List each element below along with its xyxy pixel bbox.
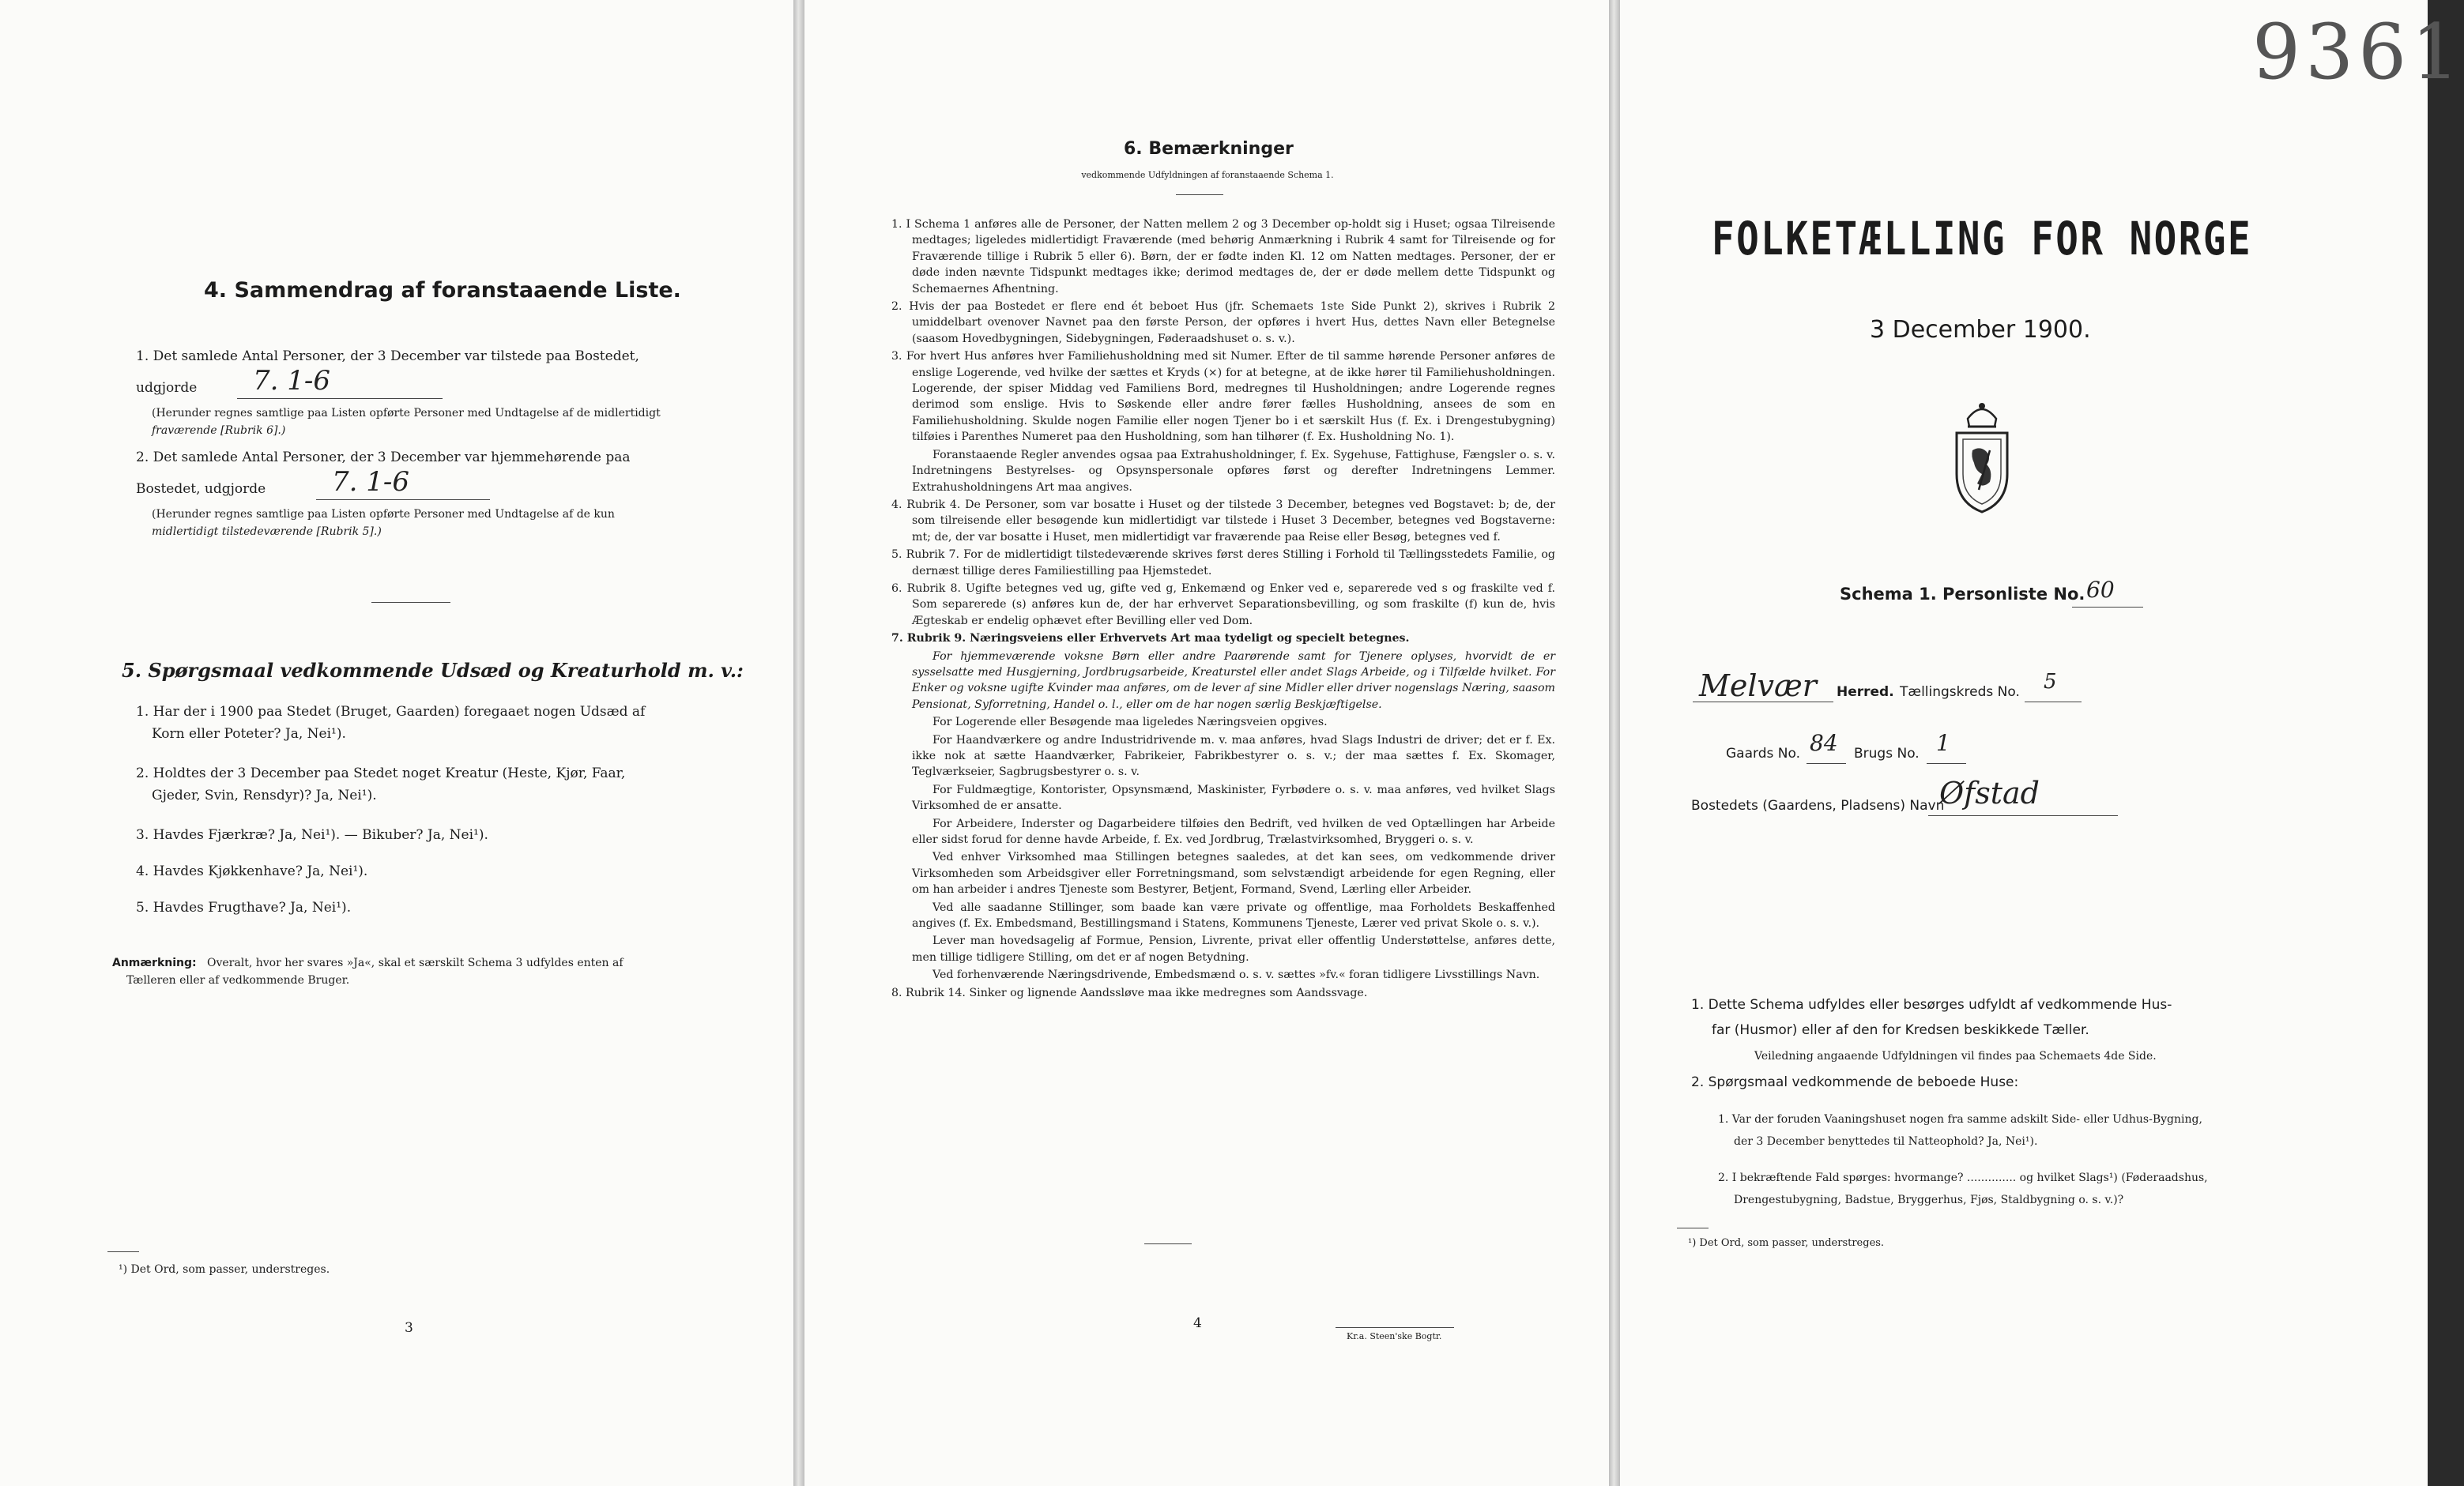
remark-1: 1. I Schema 1 anføres alle de Personer, der Natten mellem 2 og 3 December op-holdt sig i Huset; ogsaa Tilreisende medtages; ligeledes midlertidigt Fraværende (med behørig Anmærkning i Rubrik 4 samt for Tilreisende og for Fraværende tillige i Rubrik 5 eller 6). Børn, der er fødte inden Kl. 12 om Natten medtages. Personer, der er døde inden nævnte Tidspunkt medtages ikke; derimod medtages de, der er døde mellem dette Tidspunkt og Schemaernes Afhentning. [891, 218, 1555, 295]
remark-7e: For Arbeidere, Inderster og Dagarbeidere tilføies den Bedrift, ved hvilken de ved Optællingen har Arbeide eller sidst forud for denne havde Arbeide, f. Ex. ved Jordbrug, Trælastvirksomhed, Bryggeri o. s. v. [912, 817, 1555, 847]
question-5: 5. Havdes Frugthave? Ja, Nei¹). [136, 900, 352, 916]
footnote: ¹) Det Ord, som passer, understreges. [119, 1263, 330, 1276]
brugs-label: Brugs No. [1854, 746, 1920, 762]
page-3 [0, 0, 793, 1486]
remark-8: 8. Rubrik 14. Sinker og lignende Aandssløve maa ikke medregnes som Aandssvage. [891, 986, 1368, 999]
herred-label: Herred. [1837, 684, 1894, 700]
house-question-1-line-2: der 3 December benyttedes til Natteophold? Ja, Nei¹). [1734, 1135, 2038, 1148]
question-2-line-2: Gjeder, Svin, Rensdyr)? Ja, Nei¹). [152, 788, 377, 803]
summary-item-2-note: (Herunder regnes samtlige paa Listen opførte Personer med Undtagelse af de kun [152, 508, 615, 521]
remark-3-extra: Foranstaaende Regler anvendes ogsaa paa Extrahusholdninger, f. Ex. Sygehuse, Fattighuse, Fængsler o. s. v. Indretningens Bestyrelses- og Opsynspersonale opføres først og derefter Indretningens Lemmer. Extrahusholdningens Art maa angives. [912, 448, 1555, 494]
summary-item-1-note: (Herunder regnes samtlige paa Listen opførte Personer med Undtagelse af de midlertidigt [152, 407, 661, 419]
summary-item-2-handwritten: 7. 1-6 [332, 466, 409, 498]
note-text-2: Tælleren eller af vedkommende Bruger. [126, 974, 350, 987]
form-title: FOLKETÆLLING FOR NORGE [1712, 212, 2253, 265]
remark-7: 7. Rubrik 9. Næringsveiens eller Erhvervets Art maa tydeligt og specielt betegnes. [891, 632, 1410, 645]
note-label: Anmærkning: [112, 957, 197, 969]
instruction-1-line-2: far (Husmor) eller af den for Kredsen beskikkede Tæller. [1712, 1022, 2089, 1038]
section-5-title: 5. Spørgsmaal vedkommende Udsæd og Kreaturhold m. v.: [122, 659, 744, 682]
bosted-value: Øfstad [1939, 776, 2040, 811]
note-text: Overalt, hvor her svares »Ja«, skal et særskilt Schema 3 udfyldes enten af [207, 957, 624, 969]
schema-number: 60 [2086, 577, 2115, 603]
summary-item-2-note-2: midlertidigt tilstedeværende [Rubrik 5].) [152, 525, 382, 538]
remark-3: 3. For hvert Hus anføres hver Familiehusholdning med sit Numer. Efter de til samme hørende Personer anføres de enslige Logerende, ved hvilke der sættes et Kryds (×) for at betegne, at de ikke hører til Familiehusholdningen. Logerende, der spiser Middag ved Familiens Bord, medregnes til Husholdningen; andre Logerende regnes derimod som enslige. Hvis to Søskende eller andre fører fælles Husholdning, ansees de som en Familiehusholdning. Skulde nogen Familie eller nogen Tjener bo i et særskilt Hus (f. Ex. i Drengestubygning) tilføies i Parenthes Numeret paa den Husholdning, som han tilhører (f. Ex. Husholdning No. 1). [891, 350, 1555, 444]
remark-7b: For Logerende eller Besøgende maa ligeledes Næringsveien opgives. [932, 716, 1328, 729]
remark-2: 2. Hvis der paa Bostedet er flere end ét beboet Hus (jfr. Schemaets 1ste Side Punkt 2), skrives i Rubrik 2 umiddelbart ovenover Navnet paa den første Person, der opføres i hvert Hus, dettes Navn eller Betegnelse (saasom Hovedbygningen, Sidebygningen, Føderaadshuset o. s. v.). [891, 300, 1555, 345]
summary-item-1-note-2: fraværende [Rubrik 6].) [152, 424, 286, 437]
remark-5: 5. Rubrik 7. For de midlertidigt tilstedeværende skrives først deres Stilling i Forhold til Tællingsstedets Familie, og dernæst tillige deres Familiestilling paa Hjemstedet. [891, 548, 1555, 577]
question-1-line-2: Korn eller Poteter? Ja, Nei¹). [152, 726, 346, 742]
page-number: 3 [405, 1320, 413, 1336]
remark-7a: For hjemmeværende voksne Børn eller andre Paarørende samt for Tjenere oplyses, hvorvidt de er sysselsatte med Husgjerning, Jordbrugsarbeide, Kreaturstel eller andet Slags Arbeide, og i Tilfælde hvilket. For Enker og voksne ugifte Kvinder maa anføres, om de lever af sine Midler eller driver nogenslags Næring, saasom Pensionat, Syforretning, Handel o. l., eller om de har nogen særlig Beskjæftigelse. [912, 649, 1555, 711]
remark-7d: For Fuldmægtige, Kontorister, Opsynsmænd, Maskinister, Fyrbødere o. s. v. maa anføres, ved hvilket Slags Virksomhed de er ansatte. [912, 783, 1555, 813]
page-4 [804, 0, 1609, 1486]
kreds-number: 5 [2044, 670, 2057, 694]
instruction-2: 2. Spørgsmaal vedkommende de beboede Huse: [1691, 1074, 2019, 1090]
printer-imprint: Kr.a. Steen'ske Bogtr. [1347, 1331, 1442, 1341]
remark-7f: Ved enhver Virksomhed maa Stillingen betegnes saaledes, at det kan sees, om vedkommende driver Virksomheden som Arbeidsgiver eller Forretningsmand, som selvstændigt arbeidende for egen Regning, eller om han arbeider i andres Tjeneste som Bestyrer, Betjent, Formand, Svend, Lærling eller Arbeider. [912, 851, 1555, 897]
coat-of-arms-icon [1950, 395, 2014, 514]
remarks-title: 6. Bemærkninger [1124, 139, 1294, 159]
instruction-1: 1. Dette Schema udfyldes eller besørges udfyldt af vedkommende Hus- [1691, 997, 2172, 1013]
remarks-list [891, 216, 1555, 1003]
remark-6: 6. Rubrik 8. Ugifte betegnes ved ug, gifte ved g, Enkemænd og Enker ved e, separerede ved s og fraskilte ved f. Som separerede (s) anføres kun de, der har erhvervet Separationsbevilling, og som fraskilte (f) kun de, hvis Ægteskab er endelig ophævet efter Bevilling eller ved Dom. [891, 581, 1555, 627]
remarks-subtitle: vedkommende Udfyldningen af foranstaaende Schema 1. [1081, 170, 1334, 180]
remark-7h: Lever man hovedsagelig af Formue, Pension, Livrente, privat eller offentlig Understøttelse, anføres dette, men tillige tidligere Stilling, om det er af nogen Betydning. [912, 935, 1555, 964]
summary-item-2: 2. Det samlede Antal Personer, der 3 December var hjemmehørende paa [136, 450, 631, 465]
page-1 [1620, 0, 2464, 1486]
archive-number: 9361 [2252, 8, 2464, 96]
footnote: ¹) Det Ord, som passer, understreges. [1688, 1237, 1885, 1249]
bosted-label: Bostedets (Gaardens, Pladsens) Navn [1691, 798, 1945, 814]
remark-4: 4. Rubrik 4. De Personer, som var bosatte i Huset og der tilstede 3 December, betegnes ved Bogstavet: b; de, der som tilreisende eller besøgende kun midlertidigt var tilstede i Huset 3 December, betegnes ved Bogstaverne: mt; de, der var bosatte i Huset, men midlertidigt var fraværende paa Reise eller Besøg, betegnes ved f. [891, 498, 1555, 544]
section-4-title: 4. Sammendrag af foranstaaende Liste. [204, 278, 681, 303]
summary-item-1: 1. Det samlede Antal Personer, der 3 December var tilstede paa Bostedet, [136, 348, 639, 364]
house-question-2: 2. I bekræftende Fald spørges: hvormange? .............. og hvilket Slags¹) (Føderaadshus, [1718, 1172, 2208, 1184]
house-question-2-line-2: Drengestubygning, Badstue, Bryggerhus, Fjøs, Staldbygning o. s. v.)? [1734, 1194, 2124, 1206]
question-3: 3. Havdes Fjærkræ? Ja, Nei¹). — Bikuber? Ja, Nei¹). [136, 827, 488, 843]
summary-item-2-prefix: Bostedet, udgjorde [136, 481, 266, 497]
page-number: 4 [1193, 1315, 1202, 1331]
remark-7g: Ved alle saadanne Stillinger, som baade kan være private og offentlige, maa Forholdets Beskaffenhed angives (f. Ex. Embedsmand, Bestillingsmand i Statens, Kommunens Tjeneste, Lærer ved privat Skole o. s. v.). [912, 901, 1555, 931]
gaards-number: 84 [1810, 730, 1838, 756]
form-date: 3 December 1900. [1870, 316, 2091, 344]
house-question-1: 1. Var der foruden Vaaningshuset nogen fra samme adskilt Side- eller Udhus-Bygning, [1718, 1113, 2202, 1126]
question-4: 4. Havdes Kjøkkenhave? Ja, Nei¹). [136, 863, 368, 879]
herred-value: Melvær [1699, 668, 1817, 703]
remark-7i: Ved forhenværende Næringsdrivende, Embedsmænd o. s. v. sættes »fv.« foran tidligere Livsstillings Navn. [932, 969, 1540, 982]
summary-item-1-prefix: udgjorde [136, 380, 198, 396]
question-2: 2. Holdtes der 3 December paa Stedet noget Kreatur (Heste, Kjør, Faar, [136, 766, 626, 781]
instruction-1-note: Veiledning angaaende Udfyldningen vil findes paa Schemaets 4de Side. [1754, 1050, 2157, 1063]
brugs-number: 1 [1936, 730, 1950, 756]
kreds-label: Tællingskreds No. [1900, 684, 2020, 700]
question-1: 1. Har der i 1900 paa Stedet (Bruget, Gaarden) foregaaet nogen Udsæd af [136, 704, 646, 720]
gaards-label: Gaards No. [1726, 746, 1800, 762]
schema-label: Schema 1. Personliste No. [1840, 585, 2085, 604]
summary-item-1-handwritten: 7. 1-6 [253, 365, 330, 397]
remark-7c: For Haandværkere og andre Industridrivende m. v. maa anføres, hvad Slags Industri de driver; det er f. Ex. ikke nok at sætte Haandværker, Fabrikeier, Fabrikbestyrer o. s. v.; der maa sættes f. Ex. Skomager, Teglværkseier, Sagbrugsbestyrer o. s. v. [912, 733, 1555, 779]
